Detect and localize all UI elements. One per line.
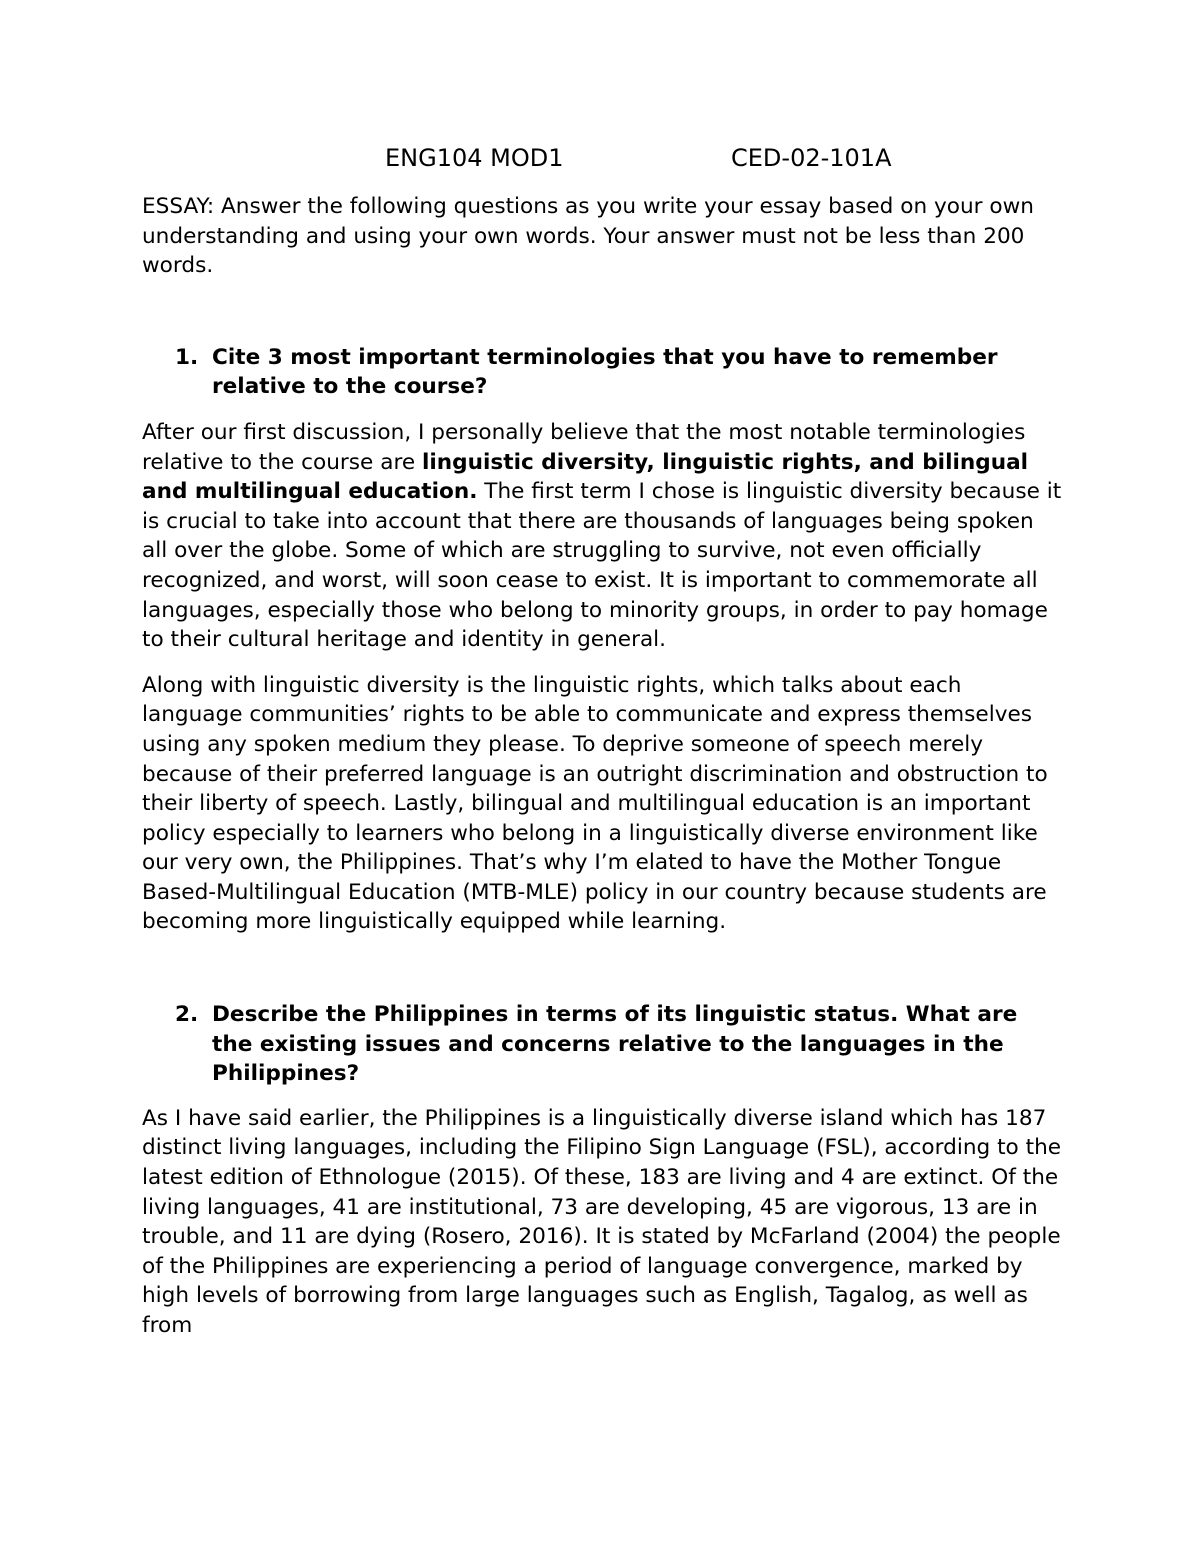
document-page <box>142 142 1062 1341</box>
answer-1-paragraph-1 <box>142 418 1062 655</box>
answer-1-paragraph-2: Along with linguistic diversity is the linguistic rights, which talks about each language communities’ rights to be able to communicate and express themselves using any spoken medium they please. To deprive someone of speech merely because of their preferred language is an outright discrimination and obstruction to their liberty of speech. Lastly, bilingual and multilingual education is an important policy especially to learners who belong in a linguistically diverse environment like our very own, the Philippines. That’s why I’m elated to have the Mother Tongue Based-Multilingual Education (MTB-MLE) policy in our country because students are becoming more linguistically equipped while learning. <box>142 672 1048 935</box>
question-2-text: Describe the Philippines in terms of its linguistic status. What are the existing issues and concerns relative to the languages in the Philippines? <box>212 1002 1018 1087</box>
question-2-number: 2. <box>175 1002 199 1028</box>
essay-instructions: ESSAY: Answer the following questions as you write your essay based on your own understanding and using your own words. Your answer must not be less than 200 words. <box>142 194 1034 279</box>
answer-1-p1-rest: The first term I chose is linguistic diversity because it is crucial to take into account that there are thousands of languages being spoken all over the globe. Some of which are struggling to survive, not even officially recognized, and worst, will soon cease to exist. It is important to commemorate all languages, especially those who belong to minority groups, in order to pay homage to their cultural heritage and identity in general. <box>142 479 1062 653</box>
answer-1-key-terms: linguistic diversity, linguistic rights, and bilingual and multilingual education. <box>142 449 1029 505</box>
course-code: ENG104 MOD1 <box>385 144 564 172</box>
answer-2-paragraph-1: As I have said earlier, the Philippines is a linguistically diverse island which has 187 distinct living languages, including the Filipino Sign Language (FSL), according to the latest edition of Ethnologue (2015). Of these, 183 are living and 4 are extinct. Of the living languages, 41 are institutional, 73 are developing, 45 are vigorous, 13 are in trouble, and 11 are dying (Rosero, 2016). It is stated by McFarland (2004) the people of the Philippines are experiencing a period of language convergence, marked by high levels of borrowing from large languages such as English, Tagalog, as well as from <box>142 1105 1062 1338</box>
question-1 <box>142 343 1062 402</box>
question-2 <box>142 1000 1062 1089</box>
question-1-number: 1. <box>175 344 199 370</box>
question-1-text: Cite 3 most important terminologies that you have to remember relative to the course? <box>212 344 998 400</box>
section-code: CED-02-101A <box>731 144 892 172</box>
answer-1-p1-lead: After our first discussion, I personally believe that the most notable terminologies relative to the course are <box>142 419 1026 475</box>
document-header <box>142 142 1062 174</box>
